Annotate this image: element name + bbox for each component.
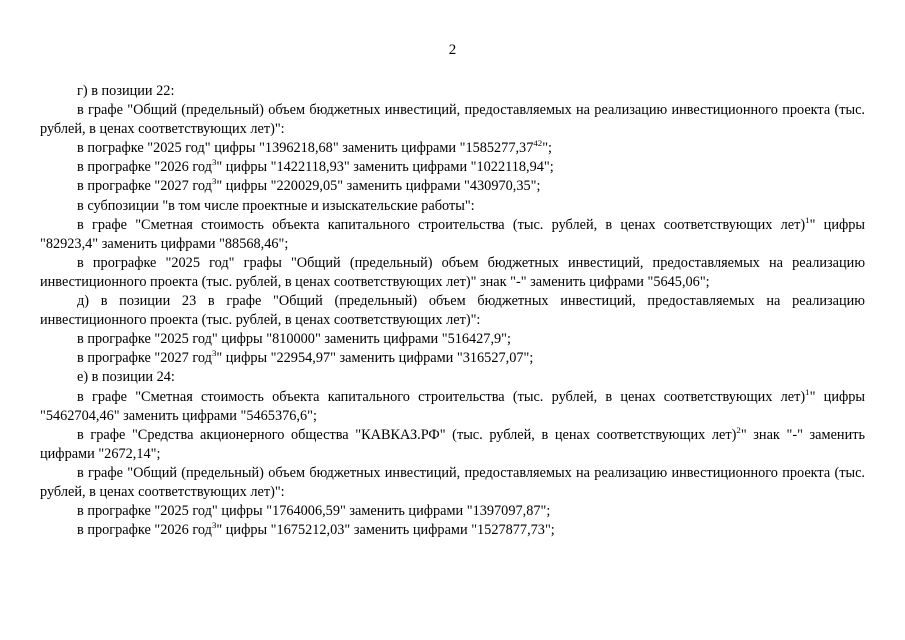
- paragraph-subposition-design: [40, 197, 865, 216]
- paragraph-text: в прографке "2026 год: [77, 159, 212, 176]
- paragraph-text: д) в позиции 23 в графе "Общий (предельный) объем бюджетных инвестиций, предоставляемых на реализацию инвестиционного проекта (тыс. рублей, в ценах соответствующих лет)":: [40, 293, 865, 329]
- paragraph-text: в прографке "2025 год" графы "Общий (предельный) объем бюджетных инвестиций, предоставляемых на реализацию инвестиционного проекта (тыс. рублей, в ценах соответствующих лет)" знак "-" заменить цифрами "5645,06";: [40, 254, 865, 290]
- paragraph-text: в графе "Общий (предельный) объем бюджетных инвестиций, предоставляемых на реализацию инвестиционного проекта (тыс. рублей, в ценах соответствующих лет)":: [40, 102, 865, 138]
- paragraph-2025-design: [40, 254, 865, 292]
- paragraph-text: в прографке "2027 год: [77, 178, 212, 195]
- paragraph-text: " цифры "22954,97" заменить цифрами "316527,07";: [216, 350, 534, 367]
- paragraph-2027-22: [40, 177, 865, 196]
- paragraph-2026-24: [40, 521, 865, 540]
- footnote-marker: 3: [211, 520, 217, 531]
- footnote-marker: 2: [736, 424, 741, 435]
- paragraph-total-investment-22: [40, 101, 865, 139]
- footnote-marker: 42: [533, 138, 543, 149]
- paragraph-text: в прографке "2025 год" цифры "1764006,59" заменить цифрами "1397097,87";: [77, 503, 551, 520]
- paragraph-text: " цифры "1675212,03" заменить цифрами "1527877,73";: [216, 522, 555, 539]
- footnote-marker: 3: [211, 176, 217, 187]
- paragraph-text: е) в позиции 24:: [77, 369, 175, 386]
- paragraph-text: в прографке "2026 год: [77, 522, 212, 539]
- document-body: [40, 82, 865, 540]
- paragraph-text: в графе "Средства акционерного общества "КАВКАЗ.РФ" (тыс. рублей, в ценах соответствующих лет): [77, 426, 737, 443]
- paragraph-text: г) в позиции 22:: [77, 83, 175, 99]
- footnote-marker: 1: [805, 386, 810, 397]
- paragraph-text: " знак "-" заменить цифрами "2672,14";: [40, 426, 865, 462]
- paragraph-text: в графе "Сметная стоимость объекта капитального строительства (тыс. рублей, в ценах соответствующих лет): [77, 216, 806, 233]
- footnote-marker: 3: [211, 157, 217, 168]
- paragraph-text: в прографке "2025 год" цифры "810000" заменить цифрами "516427,9";: [77, 331, 511, 348]
- paragraph-estimated-cost-24: [40, 388, 865, 426]
- paragraph-2025-24: [40, 502, 865, 521]
- paragraph-text: в пографке "2025 год" цифры "1396218,68" заменить цифрами "1585277,37: [77, 140, 534, 157]
- paragraph-text: в графе "Сметная стоимость объекта капитального строительства (тыс. рублей, в ценах соответствующих лет): [77, 388, 806, 405]
- page-number: 2: [448, 42, 457, 58]
- paragraph-item-22: [40, 82, 865, 101]
- paragraph-text: в прографке "2027 год: [77, 350, 212, 367]
- paragraph-total-investment-24: [40, 464, 865, 502]
- paragraph-2026-22: [40, 158, 865, 177]
- footnote-marker: 1: [805, 214, 810, 225]
- paragraph-2025-22: [40, 139, 865, 158]
- paragraph-kavkaz-rf-24: [40, 426, 865, 464]
- paragraph-text: в субпозиции "в том числе проектные и изыскательские работы":: [77, 197, 475, 214]
- paragraph-text: " цифры "220029,05" заменить цифрами "430970,35";: [216, 178, 541, 195]
- paragraph-2027-23: [40, 349, 865, 368]
- paragraph-text: в графе "Общий (предельный) объем бюджетных инвестиций, предоставляемых на реализацию инвестиционного проекта (тыс. рублей, в ценах соответствующих лет)":: [40, 464, 865, 500]
- paragraph-item-24: [40, 368, 865, 387]
- paragraph-2025-23: [40, 330, 865, 349]
- paragraph-text: " цифры "5462704,46" заменить цифрами "5465376,6";: [40, 388, 865, 424]
- paragraph-item-23: [40, 292, 865, 330]
- paragraph-text: ";: [542, 140, 553, 157]
- paragraph-text: " цифры "1422118,93" заменить цифрами "1022118,94";: [216, 159, 554, 176]
- paragraph-estimated-cost-22: [40, 216, 865, 254]
- paragraph-text: " цифры "82923,4" заменить цифрами "88568,46";: [40, 216, 865, 252]
- footnote-marker: 3: [211, 348, 217, 359]
